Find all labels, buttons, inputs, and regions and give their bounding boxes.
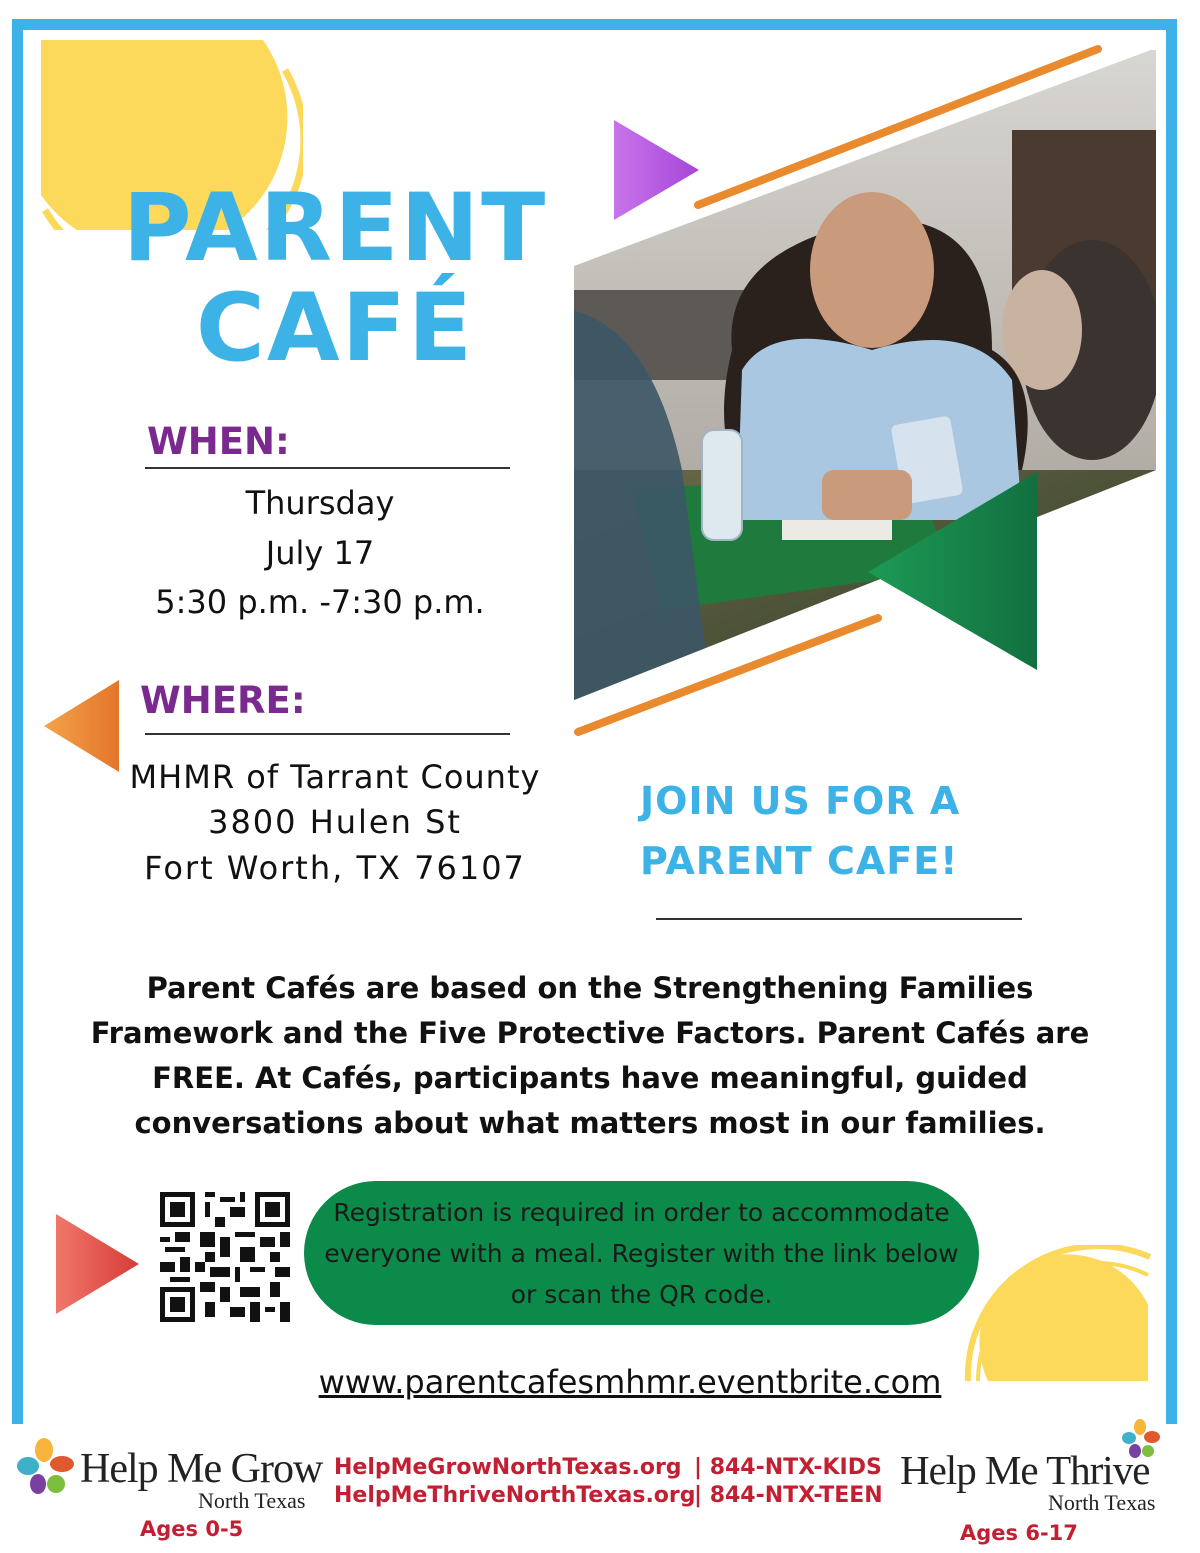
registration-banner: [304, 1181, 979, 1325]
event-description: Parent Cafés are based on the Strengthening Families Framework and the Five Protective Factors. Parent Cafés are FREE. At Cafés, participants have meaningful, guided conversations about what matters most in our families.: [90, 971, 1090, 1140]
help-me-grow-phone: | 844-NTX-KIDS: [694, 1455, 882, 1480]
cta-line1: JOIN US FOR A: [640, 779, 961, 823]
qr-code-icon[interactable]: [160, 1192, 290, 1322]
help-me-thrive-website[interactable]: HelpMeThriveNorthTexas.org: [334, 1483, 696, 1508]
cta-line2: PARENT CAFE!: [640, 839, 959, 883]
red-triangle-icon: [56, 1214, 140, 1314]
cta-divider: [656, 918, 1022, 920]
page-title-line2: CAFÉ: [195, 274, 475, 383]
where-label: WHERE:: [140, 679, 306, 722]
venue-city: Fort Worth, TX 76107: [144, 849, 526, 887]
venue-street: 3800 Hulen St: [208, 803, 462, 841]
help-me-grow-logo-region: North Texas: [198, 1488, 306, 1513]
help-me-grow-logo-name: Help Me Grow: [80, 1446, 323, 1492]
help-me-grow-flower-icon: [14, 1436, 76, 1496]
orange-triangle-icon: [44, 680, 120, 772]
registration-text: Registration is required in order to accommodate everyone with a meal. Register with the link below or scan the QR code.: [324, 1197, 959, 1309]
help-me-grow-website[interactable]: HelpMeGrowNorthTexas.org: [334, 1455, 682, 1480]
event-date: July 17: [265, 534, 375, 572]
page-title-line1: PARENT: [122, 174, 548, 283]
frame-right-border: [1166, 19, 1177, 1424]
help-me-thrive-ages: Ages 6-17: [960, 1521, 1078, 1545]
green-triangle-icon: [868, 472, 1038, 672]
when-divider: [145, 467, 510, 469]
registration-link[interactable]: www.parentcafesmhmr.eventbrite.com: [318, 1363, 942, 1401]
venue-name: MHMR of Tarrant County: [129, 758, 541, 796]
event-day: Thursday: [245, 484, 395, 522]
help-me-grow-ages: Ages 0-5: [140, 1517, 244, 1541]
sun-decoration-bottom: [960, 1245, 1160, 1385]
when-label: WHEN:: [147, 420, 290, 463]
where-divider: [145, 733, 510, 735]
frame-top-border: [12, 19, 1177, 30]
help-me-thrive-logo-region: North Texas: [1048, 1490, 1156, 1515]
event-time: 5:30 p.m. -7:30 p.m.: [155, 583, 485, 621]
help-me-thrive-phone: | 844-NTX-TEEN: [694, 1483, 883, 1508]
help-me-thrive-logo-name: Help Me Thrive: [900, 1447, 1150, 1493]
frame-left-border: [12, 19, 23, 1424]
